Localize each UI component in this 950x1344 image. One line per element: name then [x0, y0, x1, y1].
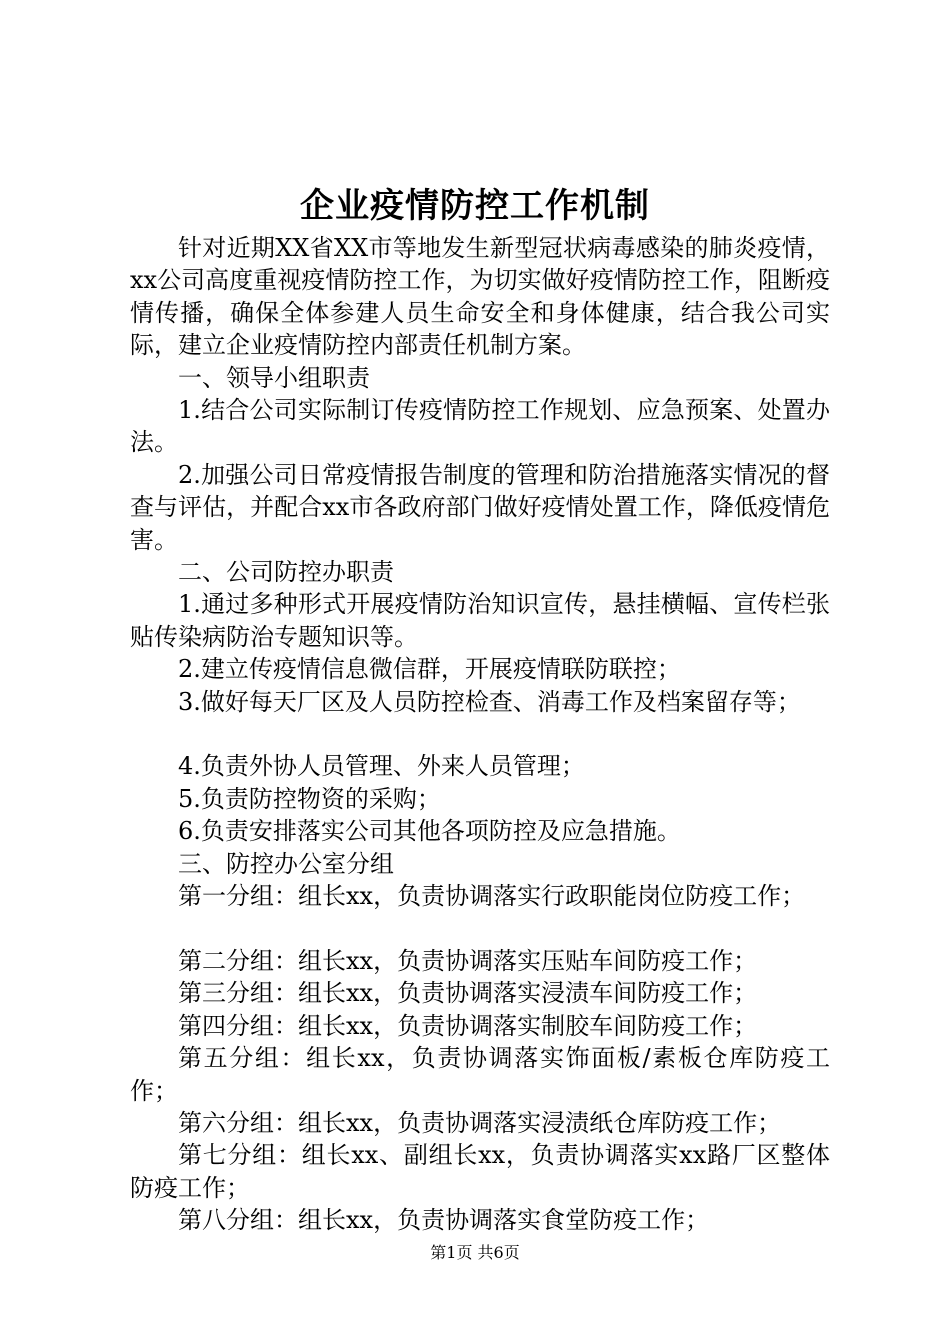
intro-paragraph: 针对近期XX省XX市等地发生新型冠状病毒感染的肺炎疫情，xx公司高度重视疫情防控工作，为切实做好疫情防控工作，阻断疫情传播，确保全体参建人员生命安全和身体健康，结合我公司实际，建立企业疫情防控内部责任机制方案。 — [130, 234, 830, 360]
office-item-3: 3.做好每天厂区及人员防控检查、消毒工作及档案留存等； — [178, 687, 801, 716]
document-body — [130, 232, 830, 1237]
leadership-item-1: 1.结合公司实际制订传疫情防控工作规划、应急预案、处置办法。 — [130, 396, 830, 457]
office-item-4: 4.负责外协人员管理、外来人员管理； — [178, 752, 585, 781]
group-item-6: 第六分组：组长xx，负责协调落实浸渍纸仓库防疫工作； — [178, 1108, 782, 1137]
document-title: 企业疫情防控工作机制 — [300, 186, 650, 226]
group-item-3: 第三分组：组长xx，负责协调落实浸渍车间防疫工作； — [178, 979, 758, 1008]
group-item-8: 第八分组：组长xx，负责协调落实食堂防疫工作； — [178, 1206, 710, 1235]
office-item-6: 6.负责安排落实公司其他各项防控及应急措施。 — [178, 817, 681, 846]
section-heading-office: 二、公司防控办职责 — [178, 558, 394, 587]
group-item-5: 第五分组：组长xx，负责协调落实饰面板/素板仓库防疫工作； — [130, 1044, 830, 1105]
group-item-1: 第一分组：组长xx，负责协调落实行政职能岗位防疫工作； — [178, 882, 806, 911]
office-item-2: 2.建立传疫情信息微信群，开展疫情联防联控； — [178, 655, 681, 684]
office-item-1: 1.通过多种形式开展疫情防治知识宣传，悬挂横幅、宣传栏张贴传染病防治专题知识等。 — [130, 590, 830, 651]
blank-line — [130, 913, 830, 945]
group-item-4: 第四分组：组长xx，负责协调落实制胶车间防疫工作； — [178, 1011, 758, 1040]
group-item-2: 第二分组：组长xx，负责协调落实压贴车间防疫工作； — [178, 946, 758, 975]
blank-line — [130, 718, 830, 750]
section-heading-groups: 三、防控办公室分组 — [178, 849, 394, 878]
section-heading-leadership: 一、领导小组职责 — [178, 363, 370, 392]
group-item-7: 第七分组：组长xx、副组长xx，负责协调落实xx路厂区整体防疫工作； — [130, 1141, 830, 1202]
page-footer: 第1页 共6页 — [430, 1243, 520, 1262]
leadership-item-2: 2.加强公司日常疫情报告制度的管理和防治措施落实情况的督查与评估，并配合xx市各政府部门做好疫情处置工作，降低疫情危害。 — [130, 460, 830, 554]
office-item-5: 5.负责防控物资的采购； — [178, 784, 441, 813]
